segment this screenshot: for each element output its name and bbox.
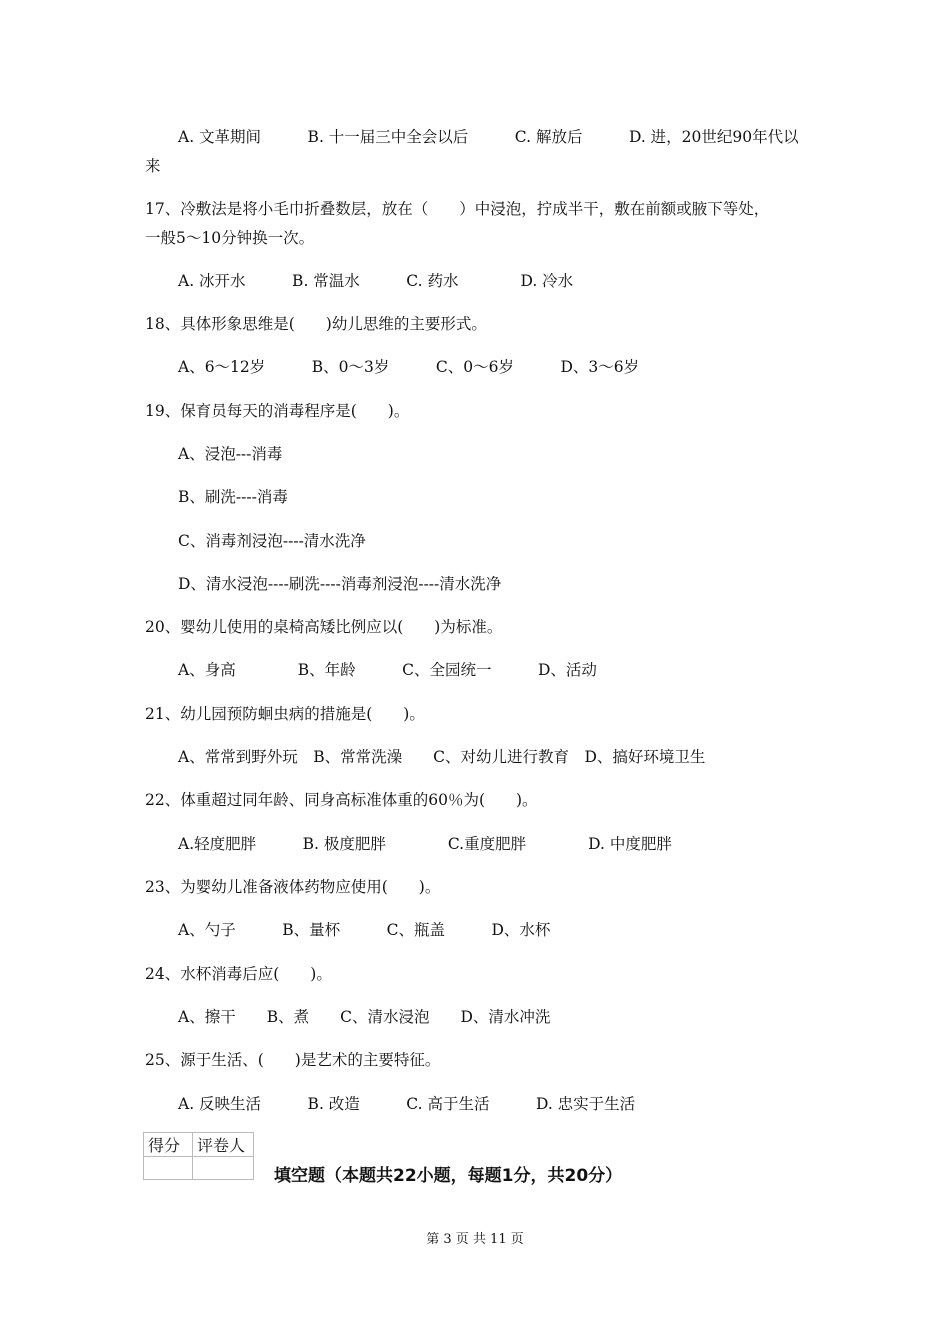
q19-stem: 19、保育员每天的消毒程序是( )。 [145, 402, 410, 420]
q18-stem: 18、具体形象思维是( )幼儿思维的主要形式。 [145, 315, 487, 333]
q17-options: A. 冰开水 B. 常温水 C. 药水 D. 冷水 [178, 272, 574, 290]
score-table-header-row [144, 1133, 254, 1157]
q19-option-c: C、消毒剂浸泡----清水洗净 [178, 532, 366, 550]
q16-options-continuation: 来 [145, 157, 161, 175]
q20-options: A、身高 B、年龄 C、全园统一 D、活动 [178, 661, 597, 679]
score-header: 得分 [144, 1133, 193, 1157]
grader-header: 评卷人 [193, 1133, 254, 1157]
q17-stem: 17、冷敷法是将小毛巾折叠数层，放在（ ）中浸泡，拧成半干，敷在前额或腋下等处， [145, 200, 770, 218]
q24-options: A、擦干 B、煮 C、清水浸泡 D、清水冲洗 [178, 1008, 551, 1026]
q18-options: A、6～12岁 B、0～3岁 C、0～6岁 D、3～6岁 [178, 358, 640, 376]
q17-stem-continuation: 一般5～10分钟换一次。 [145, 229, 315, 247]
score-table-entry-row [144, 1157, 254, 1180]
score-cell[interactable] [144, 1157, 193, 1180]
q16-options: A. 文革期间 B. 十一届三中全会以后 C. 解放后 D. 进，20世纪90年代以 [178, 128, 799, 146]
q19-option-d: D、清水浸泡----刷洗----消毒剂浸泡----清水洗净 [178, 575, 502, 593]
grader-cell[interactable] [193, 1157, 254, 1180]
section-title: 填空题（本题共22小题，每题1分，共20分） [274, 1166, 623, 1186]
q23-stem: 23、为婴幼儿准备液体药物应使用( )。 [145, 878, 441, 896]
q21-stem: 21、幼儿园预防蛔虫病的措施是( )。 [145, 705, 425, 723]
page-footer: 第 3 页 共 11 页 [426, 1232, 524, 1247]
score-table [143, 1132, 254, 1180]
q22-stem: 22、体重超过同年龄、同身高标准体重的60％为( )。 [145, 791, 538, 809]
q23-options: A、勺子 B、量杯 C、瓶盖 D、水杯 [178, 921, 551, 939]
q21-options: A、常常到野外玩 B、常常洗澡 C、对幼儿进行教育 D、搞好环境卫生 [178, 748, 706, 766]
q24-stem: 24、水杯消毒后应( )。 [145, 965, 332, 983]
q19-option-a: A、浸泡---消毒 [178, 445, 283, 463]
q22-options: A.轻度肥胖 B. 极度肥胖 C.重度肥胖 D. 中度肥胖 [178, 835, 672, 853]
q25-options: A. 反映生活 B. 改造 C. 高于生活 D. 忠实于生活 [178, 1095, 636, 1113]
q20-stem: 20、婴幼儿使用的桌椅高矮比例应以( )为标准。 [145, 618, 503, 636]
q19-option-b: B、刷洗----消毒 [178, 488, 288, 506]
q25-stem: 25、源于生活、( )是艺术的主要特征。 [145, 1051, 441, 1069]
